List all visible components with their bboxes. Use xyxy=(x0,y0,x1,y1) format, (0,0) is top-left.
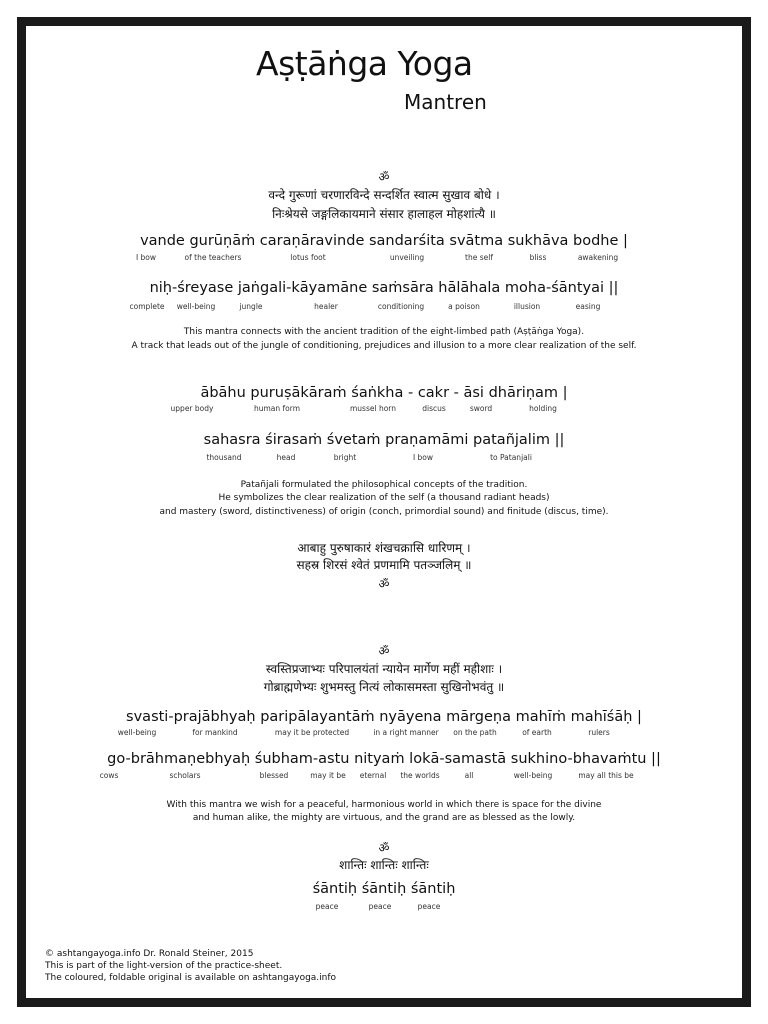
gloss-word: jungle xyxy=(239,302,263,311)
gloss-word: may it be protected xyxy=(274,728,350,737)
devanagari-line: गोब्राह्मणेभ्यः शुभमस्तु नित्यं लोकासमस्ता सुखिनोभवंतु ॥ xyxy=(263,680,505,694)
gloss-word: bliss xyxy=(529,253,547,262)
footer xyxy=(45,948,336,984)
om-symbol: ॐ xyxy=(378,841,390,855)
gloss-row xyxy=(0,728,768,740)
gloss-word: healer xyxy=(314,302,338,311)
page-title: Aṣṭāṅga Yoga xyxy=(256,44,473,83)
devanagari-line: सहस्र शिरसं श्वेतं प्रणमामि पतञ्जलिम् ॥ xyxy=(296,558,472,572)
devanagari-line: स्वस्तिप्रजाभ्यः परिपालयंतां न्यायेन मार्गेण महीं महीशाः । xyxy=(265,662,503,676)
description-line: He symbolizes the clear realization of the self (a thousand radiant heads) xyxy=(218,493,550,503)
gloss-word: I bow xyxy=(412,453,434,462)
gloss-word: for mankind xyxy=(192,728,238,737)
gloss-word: peace xyxy=(368,902,392,911)
gloss-word: all xyxy=(464,771,474,780)
gloss-row xyxy=(0,771,768,783)
gloss-word: illusion xyxy=(513,302,541,311)
description-line: and mastery (sword, distinctiveness) of origin (conch, primordial sound) and finitude (discus, time). xyxy=(159,507,609,517)
gloss-word: holding xyxy=(529,404,557,413)
gloss-word: may all this be xyxy=(578,771,634,780)
gloss-word: upper body xyxy=(170,404,214,413)
gloss-word: complete xyxy=(129,302,165,311)
description-line: Patañjali formulated the philosophical concepts of the tradition. xyxy=(240,480,528,490)
gloss-word: mussel horn xyxy=(349,404,397,413)
devanagari-line: शान्तिः शान्तिः शान्तिः xyxy=(339,858,429,872)
verse-line: sahasra śirasaṁ śvetaṁ praṇamāmi patañjalim || xyxy=(203,432,565,448)
gloss-word: discus xyxy=(422,404,446,413)
gloss-word: rulers xyxy=(588,728,610,737)
gloss-row xyxy=(0,453,768,465)
gloss-word: well-being xyxy=(513,771,553,780)
gloss-word: thousand xyxy=(206,453,242,462)
footer-note: This is part of the light-version of the practice-sheet. xyxy=(45,961,283,971)
devanagari-line: निःश्रेयसे जङ्गलिकायमाने संसार हालाहल मोहशांत्यै ॥ xyxy=(272,207,496,221)
gloss-word: bright xyxy=(333,453,357,462)
verse-line: svasti-prajābhyaḥ paripālayantāṁ nyāyena mārgeṇa mahīṁ mahīśāḥ | xyxy=(126,709,642,725)
gloss-word: the worlds xyxy=(400,771,440,780)
description-line: A track that leads out of the jungle of conditioning, prejudices and illusion to a more clear realization of the self. xyxy=(131,341,637,351)
description-line: With this mantra we wish for a peaceful, harmonious world in which there is space for the divine xyxy=(166,800,602,810)
gloss-row xyxy=(0,253,768,265)
description-line: and human alike, the mighty are virtuous, and the grand are as blessed as the lowly. xyxy=(192,813,576,823)
gloss-word: eternal xyxy=(359,771,387,780)
verse-line: śāntiḥ śāntiḥ śāntiḥ xyxy=(312,881,456,897)
gloss-word: of earth xyxy=(522,728,552,737)
gloss-word: a poison xyxy=(448,302,480,311)
gloss-word: peace xyxy=(315,902,339,911)
gloss-word: sword xyxy=(469,404,493,413)
gloss-word: well-being xyxy=(176,302,216,311)
gloss-word: in a right manner xyxy=(373,728,439,737)
verse-line: ābāhu puruṣākāraṁ śaṅkha - cakr - āsi dhāriṇam | xyxy=(200,385,568,401)
gloss-row xyxy=(0,404,768,416)
gloss-word: of the teachers xyxy=(184,253,242,262)
page-subtitle: Mantren xyxy=(404,90,487,114)
gloss-word: cows xyxy=(99,771,119,780)
gloss-word: human form xyxy=(253,404,301,413)
gloss-word: may it be xyxy=(310,771,346,780)
gloss-word: peace xyxy=(417,902,441,911)
footer-copyright: © ashtangayoga.info Dr. Ronald Steiner, 2015 xyxy=(45,949,254,959)
gloss-word: blessed xyxy=(259,771,289,780)
om-symbol: ॐ xyxy=(378,644,390,658)
footer-availability: The coloured, foldable original is available on ashtangayoga.info xyxy=(45,973,337,983)
gloss-word: to Patanjali xyxy=(490,453,532,462)
gloss-word: scholars xyxy=(169,771,201,780)
gloss-row xyxy=(0,902,768,914)
verse-line: go-brāhmaṇebhyaḥ śubham-astu nityaṁ lokā-samastā sukhino-bhavaṁtu || xyxy=(107,751,661,767)
gloss-word: conditioning xyxy=(377,302,425,311)
devanagari-line: आबाहु पुरुषाकारं शंखचक्रासि धारिणम् । xyxy=(297,541,471,555)
gloss-word: on the path xyxy=(453,728,497,737)
om-symbol: ॐ xyxy=(378,577,390,591)
gloss-row xyxy=(0,302,768,314)
gloss-word: the self xyxy=(465,253,493,262)
devanagari-line: वन्दे गुरूणां चरणारविन्दे सन्दर्शित स्वात्म सुखाव बोधे । xyxy=(268,188,500,202)
verse-line: niḥ-śreyase jaṅgali-kāyamāne saṁsāra hālāhala moha-śāntyai || xyxy=(149,280,619,296)
om-symbol: ॐ xyxy=(378,170,390,184)
gloss-word: awakening xyxy=(577,253,619,262)
verse-line: vande gurūṇāṁ caraṇāravinde sandarśita svātma sukhāva bodhe | xyxy=(140,233,628,249)
gloss-word: unveiling xyxy=(389,253,425,262)
gloss-word: easing xyxy=(575,302,601,311)
description-line: This mantra connects with the ancient tradition of the eight-limbed path (Aṣṭāṅga Yoga). xyxy=(183,327,585,337)
gloss-word: lotus foot xyxy=(290,253,326,262)
gloss-word: well-being xyxy=(117,728,157,737)
gloss-word: I bow xyxy=(135,253,157,262)
gloss-word: head xyxy=(276,453,296,462)
